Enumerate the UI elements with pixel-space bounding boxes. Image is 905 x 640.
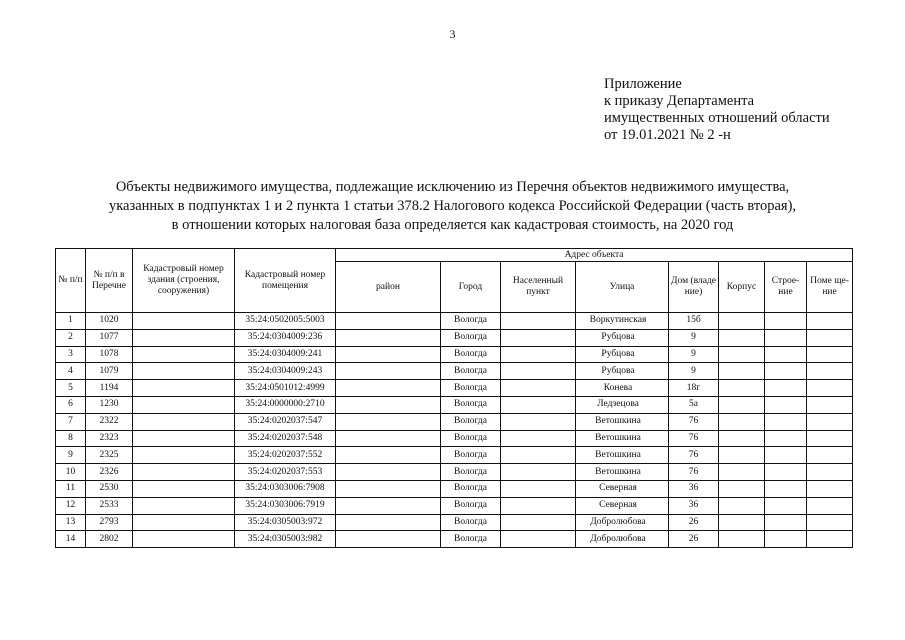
cell-korpus	[719, 480, 765, 497]
cell-num: 7	[56, 413, 86, 430]
cell-house: 76	[669, 413, 719, 430]
cell-korpus	[719, 430, 765, 447]
cell-premises: 35:24:0304009:243	[235, 363, 336, 380]
cell-stroenie	[765, 464, 807, 481]
cell-pomeshchenie	[807, 497, 853, 514]
table-row	[56, 514, 853, 531]
table-body	[56, 313, 853, 548]
cell-korpus	[719, 396, 765, 413]
cell-settlement	[501, 329, 576, 346]
cell-pomeshchenie	[807, 363, 853, 380]
cell-house: 26	[669, 514, 719, 531]
cell-house: 76	[669, 430, 719, 447]
cell-list-num: 2802	[86, 531, 133, 548]
cell-premises: 35:24:0202037:552	[235, 447, 336, 464]
cell-premises: 35:24:0202037:547	[235, 413, 336, 430]
cell-korpus	[719, 313, 765, 330]
cell-settlement	[501, 480, 576, 497]
cell-building	[133, 497, 235, 514]
header-address-group: Адрес объекта	[336, 249, 853, 262]
cell-street: Ветошкина	[576, 464, 669, 481]
cell-street: Ветошкина	[576, 413, 669, 430]
cell-korpus	[719, 464, 765, 481]
header-korpus: Корпус	[719, 262, 765, 313]
cell-num: 8	[56, 430, 86, 447]
cell-district	[336, 497, 441, 514]
cell-num: 9	[56, 447, 86, 464]
cell-list-num: 1078	[86, 346, 133, 363]
cell-settlement	[501, 464, 576, 481]
cell-street: Ветошкина	[576, 447, 669, 464]
cell-korpus	[719, 363, 765, 380]
cell-premises: 35:24:0304009:241	[235, 346, 336, 363]
cell-korpus	[719, 531, 765, 548]
cell-pomeshchenie	[807, 531, 853, 548]
cell-city: Вологда	[441, 380, 501, 397]
header-settlement: Населенный пункт	[501, 262, 576, 313]
cell-num: 5	[56, 380, 86, 397]
cell-num: 12	[56, 497, 86, 514]
cell-house: 76	[669, 447, 719, 464]
header-premises-cadastral: Кадастровый номер помещения	[235, 249, 336, 313]
cell-stroenie	[765, 447, 807, 464]
cell-list-num: 2325	[86, 447, 133, 464]
header-stroenie: Строе- ние	[765, 262, 807, 313]
cell-premises: 35:24:0202037:548	[235, 430, 336, 447]
table-row	[56, 380, 853, 397]
cell-building	[133, 447, 235, 464]
cell-city: Вологда	[441, 531, 501, 548]
cell-house: 36	[669, 497, 719, 514]
header-pomeshchenie: Поме ще- ние	[807, 262, 853, 313]
cell-district	[336, 464, 441, 481]
cell-pomeshchenie	[807, 447, 853, 464]
header-street: Улица	[576, 262, 669, 313]
cell-list-num: 2793	[86, 514, 133, 531]
title-line: Объекты недвижимого имущества, подлежащие исключению из Перечня объектов недвижимого имущества,	[115, 179, 790, 195]
cell-stroenie	[765, 346, 807, 363]
cell-district	[336, 313, 441, 330]
cell-street: Рубцова	[576, 363, 669, 380]
cell-num: 3	[56, 346, 86, 363]
cell-building	[133, 514, 235, 531]
cell-building	[133, 363, 235, 380]
cell-num: 2	[56, 329, 86, 346]
header-house: Дом (владе ние)	[669, 262, 719, 313]
cell-district	[336, 480, 441, 497]
cell-building	[133, 464, 235, 481]
table-row	[56, 363, 853, 380]
header-num: № п/п	[56, 249, 86, 313]
cell-premises: 35:24:0000000:2710	[235, 396, 336, 413]
cell-list-num: 2530	[86, 480, 133, 497]
cell-district	[336, 447, 441, 464]
page-number: 3	[449, 27, 456, 41]
cell-pomeshchenie	[807, 464, 853, 481]
cell-house: 15б	[669, 313, 719, 330]
cell-stroenie	[765, 413, 807, 430]
table-row	[56, 480, 853, 497]
cell-city: Вологда	[441, 396, 501, 413]
cell-pomeshchenie	[807, 396, 853, 413]
cell-city: Вологда	[441, 447, 501, 464]
cell-num: 10	[56, 464, 86, 481]
cell-city: Вологда	[441, 313, 501, 330]
cell-street: Рубцова	[576, 346, 669, 363]
cell-list-num: 1079	[86, 363, 133, 380]
cell-settlement	[501, 363, 576, 380]
cell-district	[336, 363, 441, 380]
title-line: указанных в подпунктах 1 и 2 пункта 1 статьи 378.2 Налогового кодекса Российской Федерации (часть вторая),	[108, 198, 797, 214]
cell-list-num: 1230	[86, 396, 133, 413]
cell-street: Конева	[576, 380, 669, 397]
cell-list-num: 2323	[86, 430, 133, 447]
cell-building	[133, 329, 235, 346]
cell-city: Вологда	[441, 480, 501, 497]
cell-list-num: 2533	[86, 497, 133, 514]
cell-pomeshchenie	[807, 313, 853, 330]
cell-stroenie	[765, 497, 807, 514]
cell-pomeshchenie	[807, 514, 853, 531]
table-row	[56, 497, 853, 514]
cell-stroenie	[765, 329, 807, 346]
table-row	[56, 329, 853, 346]
cell-house: 9	[669, 363, 719, 380]
cell-stroenie	[765, 514, 807, 531]
appendix-line: Приложение	[604, 76, 682, 92]
cell-settlement	[501, 380, 576, 397]
header-building-cadastral: Кадастровый номер здания (строения, сооружения)	[133, 249, 235, 313]
appendix-line: к приказу Департамента	[604, 93, 755, 109]
document-title	[0, 178, 905, 235]
cell-num: 1	[56, 313, 86, 330]
cell-pomeshchenie	[807, 329, 853, 346]
cell-stroenie	[765, 430, 807, 447]
cell-settlement	[501, 313, 576, 330]
cell-stroenie	[765, 363, 807, 380]
cell-settlement	[501, 447, 576, 464]
cell-settlement	[501, 531, 576, 548]
cell-korpus	[719, 447, 765, 464]
header-city: Город	[441, 262, 501, 313]
cell-house: 5а	[669, 396, 719, 413]
cell-building	[133, 313, 235, 330]
cell-stroenie	[765, 396, 807, 413]
cell-house: 9	[669, 329, 719, 346]
cell-num: 6	[56, 396, 86, 413]
cell-street: Ледзецова	[576, 396, 669, 413]
cell-street: Добролюбова	[576, 531, 669, 548]
cell-city: Вологда	[441, 464, 501, 481]
cell-district	[336, 396, 441, 413]
cell-list-num: 1020	[86, 313, 133, 330]
cell-settlement	[501, 430, 576, 447]
cell-num: 14	[56, 531, 86, 548]
appendix-line: от 19.01.2021 № 2 -н	[604, 127, 731, 143]
table-row	[56, 413, 853, 430]
cell-pomeshchenie	[807, 413, 853, 430]
cell-num: 4	[56, 363, 86, 380]
cell-pomeshchenie	[807, 480, 853, 497]
cell-premises: 35:24:0303006:7908	[235, 480, 336, 497]
cell-street: Северная	[576, 480, 669, 497]
header-list-num: № п/п в Перечне	[86, 249, 133, 313]
cell-list-num: 1077	[86, 329, 133, 346]
cell-korpus	[719, 380, 765, 397]
cell-house: 36	[669, 480, 719, 497]
cell-list-num: 2322	[86, 413, 133, 430]
cell-premises: 35:24:0501012:4999	[235, 380, 336, 397]
title-line: в отношении которых налоговая база определяется как кадастровая стоимость, на 2020 год	[171, 217, 734, 233]
cell-settlement	[501, 497, 576, 514]
cell-pomeshchenie	[807, 380, 853, 397]
cell-district	[336, 531, 441, 548]
cell-korpus	[719, 329, 765, 346]
cell-list-num: 1194	[86, 380, 133, 397]
cell-house: 26	[669, 531, 719, 548]
objects-table	[55, 248, 853, 548]
cell-city: Вологда	[441, 514, 501, 531]
cell-settlement	[501, 413, 576, 430]
cell-city: Вологда	[441, 329, 501, 346]
cell-building	[133, 346, 235, 363]
cell-building	[133, 396, 235, 413]
cell-building	[133, 413, 235, 430]
cell-premises: 35:24:0305003:982	[235, 531, 336, 548]
table-row	[56, 313, 853, 330]
table-row	[56, 346, 853, 363]
cell-district	[336, 430, 441, 447]
cell-stroenie	[765, 380, 807, 397]
table-row	[56, 430, 853, 447]
cell-building	[133, 480, 235, 497]
cell-premises: 35:24:0304009:236	[235, 329, 336, 346]
cell-settlement	[501, 396, 576, 413]
cell-district	[336, 413, 441, 430]
table-row	[56, 396, 853, 413]
cell-settlement	[501, 346, 576, 363]
cell-stroenie	[765, 531, 807, 548]
cell-street: Воркутинская	[576, 313, 669, 330]
cell-house: 9	[669, 346, 719, 363]
cell-district	[336, 346, 441, 363]
header-district: район	[336, 262, 441, 313]
cell-building	[133, 430, 235, 447]
cell-korpus	[719, 514, 765, 531]
cell-pomeshchenie	[807, 346, 853, 363]
cell-stroenie	[765, 480, 807, 497]
cell-district	[336, 380, 441, 397]
cell-korpus	[719, 497, 765, 514]
table-row	[56, 464, 853, 481]
cell-city: Вологда	[441, 346, 501, 363]
appendix-line: имущественных отношений области	[604, 110, 830, 126]
cell-premises: 35:24:0202037:553	[235, 464, 336, 481]
cell-district	[336, 329, 441, 346]
cell-list-num: 2326	[86, 464, 133, 481]
cell-num: 11	[56, 480, 86, 497]
cell-street: Добролюбова	[576, 514, 669, 531]
cell-num: 13	[56, 514, 86, 531]
cell-house: 76	[669, 464, 719, 481]
cell-premises: 35:24:0502005:5003	[235, 313, 336, 330]
cell-building	[133, 380, 235, 397]
cell-stroenie	[765, 313, 807, 330]
cell-city: Вологда	[441, 497, 501, 514]
cell-korpus	[719, 346, 765, 363]
cell-pomeshchenie	[807, 430, 853, 447]
cell-premises: 35:24:0303006:7919	[235, 497, 336, 514]
cell-street: Рубцова	[576, 329, 669, 346]
cell-city: Вологда	[441, 430, 501, 447]
table-row	[56, 447, 853, 464]
cell-korpus	[719, 413, 765, 430]
cell-city: Вологда	[441, 413, 501, 430]
cell-city: Вологда	[441, 363, 501, 380]
cell-building	[133, 531, 235, 548]
cell-premises: 35:24:0305003:972	[235, 514, 336, 531]
appendix-block	[604, 76, 830, 144]
cell-district	[336, 514, 441, 531]
cell-settlement	[501, 514, 576, 531]
cell-house: 18г	[669, 380, 719, 397]
cell-street: Ветошкина	[576, 430, 669, 447]
cell-street: Северная	[576, 497, 669, 514]
table-row	[56, 531, 853, 548]
